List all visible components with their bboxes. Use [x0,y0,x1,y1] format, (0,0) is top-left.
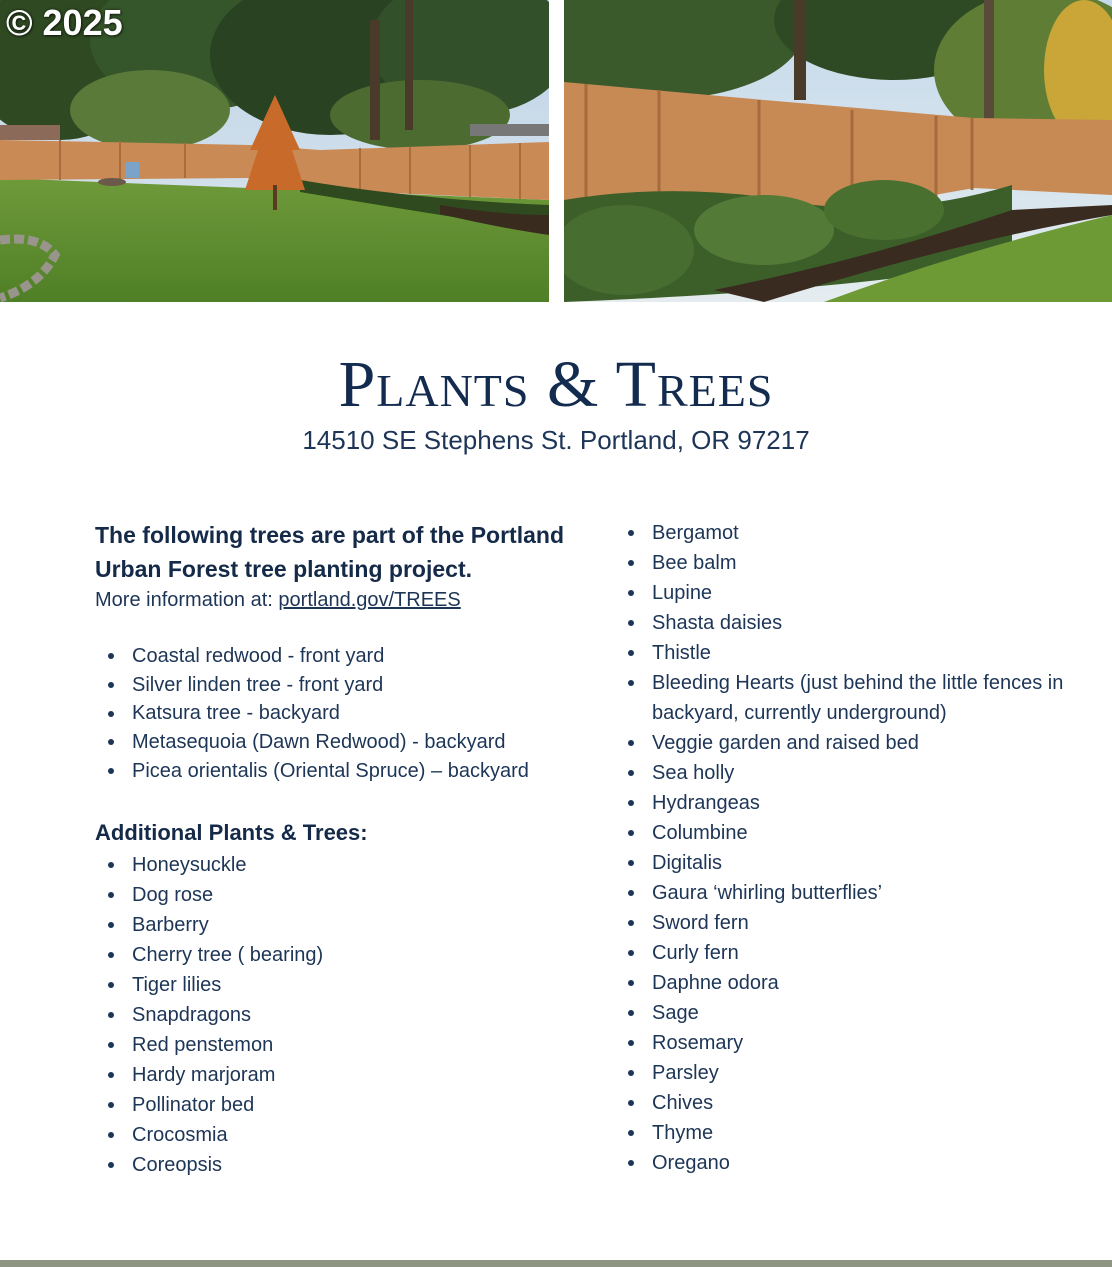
list-item [615,938,1065,968]
bullet-icon [108,653,114,659]
bullet-icon [108,1042,114,1048]
more-info-line [95,586,595,614]
additional-heading: Additional Plants & Trees: [95,819,368,845]
bullet-icon [628,770,634,776]
bullet-icon [628,860,634,866]
list-item [615,758,1065,788]
list-item-label: Digitalis [652,852,723,874]
list-item [615,998,1065,1028]
list-item-label: Shasta daisies [652,612,783,634]
list-item-label: Veggie garden and raised bed [652,732,919,754]
list-item [615,1028,1065,1058]
list-item [95,699,595,728]
list-item [95,671,595,700]
bullet-icon [628,800,634,806]
list-item-label: Cherry tree ( bearing) [132,943,324,966]
list-item [615,578,1065,608]
bullet-icon [628,950,634,956]
list-item [95,728,595,757]
bullet-icon [628,650,634,656]
list-item [95,940,595,970]
list-item [95,880,595,910]
list-item [615,908,1065,938]
left-column [95,518,595,1180]
bullet-icon [108,1012,114,1018]
bullet-icon [108,922,114,928]
list-item-label: Red penstemon [132,1033,274,1056]
list-item-label: Picea orientalis (Oriental Spruce) – backyard [132,759,529,782]
list-item [615,848,1065,878]
bullet-icon [628,1160,634,1166]
list-item-label: Daphne odora [652,972,779,994]
project-tree-list [95,642,595,786]
bullet-icon [108,1102,114,1108]
fence-garden-photo [564,0,1112,302]
bullet-icon [108,982,114,988]
bullet-icon [108,768,114,774]
list-item-label: Sea holly [652,762,735,784]
list-item [95,1150,595,1180]
list-item [95,1120,595,1150]
bullet-icon [628,1100,634,1106]
bullet-icon [628,1070,634,1076]
list-item [615,788,1065,818]
property-address: 14510 SE Stephens St. Portland, OR 97217 [302,425,810,455]
bullet-icon [108,711,114,717]
bullet-icon [628,530,634,536]
list-item-label: Bergamot [652,522,739,544]
bullet-icon [628,1130,634,1136]
list-item [615,818,1065,848]
list-item-label: Thyme [652,1122,714,1144]
list-item-label: Coastal redwood - front yard [132,645,385,667]
list-item-label: Snapdragons [132,1003,251,1026]
additional-list-right [615,518,1065,1178]
bullet-icon [628,740,634,746]
bullet-icon [628,980,634,986]
list-item-label: Lupine [652,582,713,604]
bullet-icon [108,1162,114,1168]
bullet-icon [628,1010,634,1016]
list-item-label: Sage [652,1002,699,1024]
list-item-label: Chives [652,1092,714,1114]
list-item [615,728,1065,758]
list-item [95,850,595,880]
list-item-label: Crocosmia [132,1123,228,1146]
list-item [615,1058,1065,1088]
list-item [615,548,1065,578]
more-info-prefix: More information at: [95,589,279,611]
bullet-icon [628,890,634,896]
list-item [615,668,1065,728]
list-item [615,638,1065,668]
list-item-label: Thistle [652,642,711,664]
list-item [95,910,595,940]
backyard-lawn-photo [0,0,549,302]
list-item-label: Sword fern [652,912,749,934]
trees-link[interactable]: portland.gov/TREES [278,589,461,611]
list-item-label: Silver linden tree - front yard [132,673,384,696]
intro-text: The following trees are part of the Portland Urban Forest tree planting project. [95,522,564,582]
bullet-icon [628,560,634,566]
bullet-icon [108,1132,114,1138]
list-item-label: Barberry [132,913,209,936]
footer-bar [0,1260,1112,1267]
bullet-icon [108,862,114,868]
list-item-label: Pollinator bed [132,1093,255,1116]
list-item [615,968,1065,998]
list-item [95,1090,595,1120]
page-title: Plants & Trees [338,348,774,421]
list-item [95,1060,595,1090]
list-item [615,518,1065,548]
list-item-label: Bleeding Hearts (just behind the little fences in backyard, currently underground) [652,672,1064,724]
list-item [615,608,1065,638]
list-item-label: Parsley [652,1062,719,1084]
bullet-icon [628,1040,634,1046]
list-item [615,1118,1065,1148]
list-item [95,757,595,786]
list-item-label: Curly fern [652,942,739,964]
list-item-label: Katsura tree - backyard [132,702,340,725]
list-item-label: Coreopsis [132,1153,223,1176]
bullet-icon [108,682,114,688]
list-item-label: Tiger lilies [132,973,222,996]
bullet-icon [628,620,634,626]
list-item [615,1088,1065,1118]
list-item-label: Columbine [652,822,748,844]
bullet-icon [628,830,634,836]
list-item [615,878,1065,908]
list-item-label: Hydrangeas [652,792,760,814]
right-column [615,518,1065,1178]
list-item-label: Oregano [652,1152,730,1174]
list-item-label: Dog rose [132,883,214,906]
bullet-icon [628,590,634,596]
bullet-icon [108,952,114,958]
list-item [95,642,595,671]
list-item-label: Rosemary [652,1032,744,1054]
additional-list-left [95,850,595,1180]
bullet-icon [628,680,634,686]
list-item-label: Gaura ‘whirling butterflies’ [652,882,883,904]
bullet-icon [108,1072,114,1078]
list-item [95,1000,595,1030]
list-item-label: Honeysuckle [132,853,247,876]
list-item [615,1148,1065,1178]
copyright-watermark: © 2025 [6,2,123,43]
bullet-icon [108,739,114,745]
list-item [95,1030,595,1060]
bullet-icon [628,920,634,926]
list-item-label: Metasequoia (Dawn Redwood) - backyard [132,731,506,754]
list-item-label: Bee balm [652,552,737,574]
list-item-label: Hardy marjoram [132,1063,276,1086]
bullet-icon [108,892,114,898]
list-item [95,970,595,1000]
